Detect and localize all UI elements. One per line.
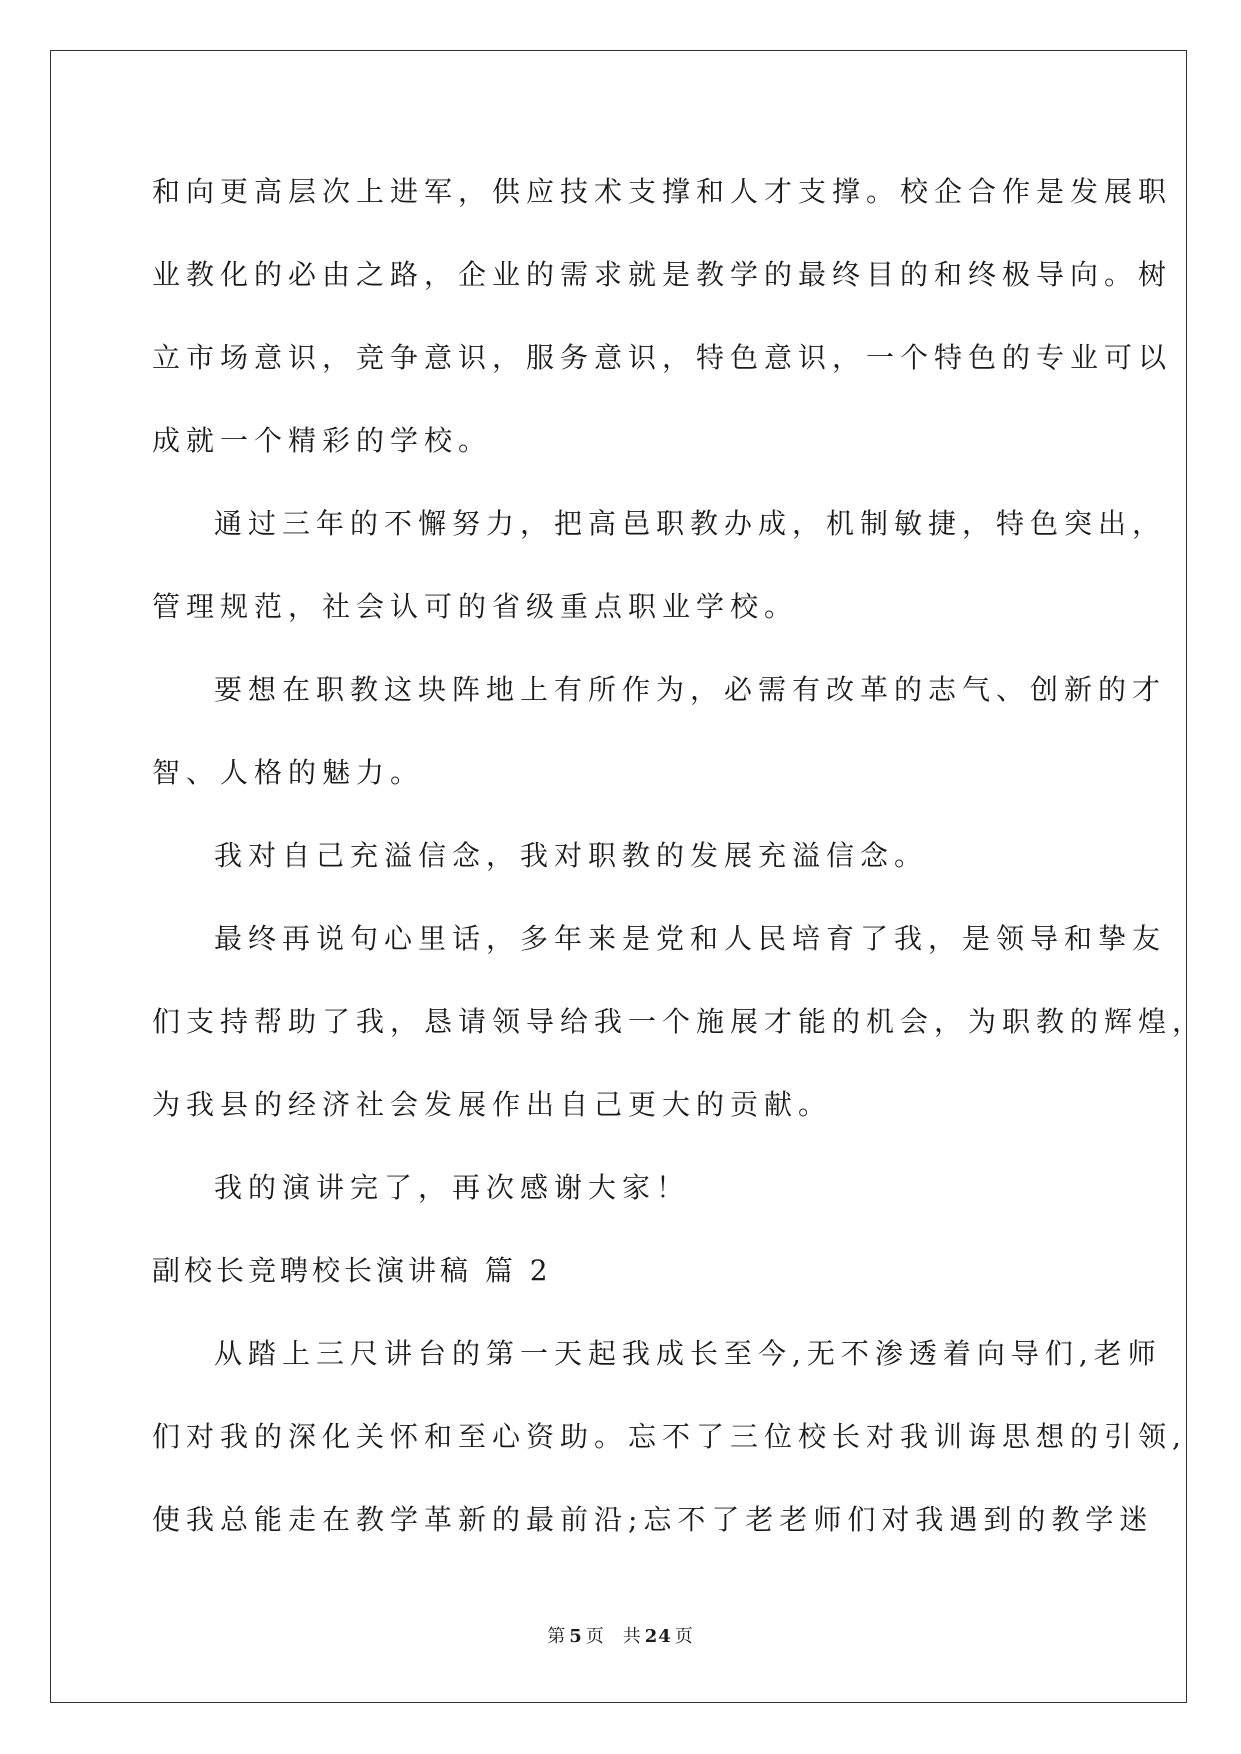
paragraph-start-line: 从踏上三尺讲台的第一天起我成长至今,无不渗透着向导们,老师 (214, 1337, 1162, 1370)
paragraph-start-line: 要想在职教这块阵地上有所作为，必需有改革的志气、创新的才 (214, 673, 1167, 706)
text-line: 立市场意识，竞争意识，服务意识，特色意识，一个特色的专业可以 (152, 341, 1173, 374)
document-body (152, 162, 1207, 1573)
text-line: 智、人格的魅力。 (152, 756, 425, 789)
text-line: 们支持帮助了我，恳请领导给我一个施展才能的机会，为职教的辉煌， (152, 1005, 1207, 1038)
paragraph-start-line: 我对自己充溢信念，我对职教的发展充溢信念。 (214, 839, 929, 872)
page-suffix: 页 (585, 1626, 605, 1647)
page-footer (0, 1622, 1241, 1648)
text-line: 为我县的经济社会发展作出自己更大的贡献。 (152, 1088, 833, 1121)
text-line: 成就一个精彩的学校。 (152, 424, 493, 457)
text-line: 和向更高层次上进军，供应技术支撑和人才支撑。校企合作是发展职 (152, 175, 1173, 208)
text-line: 们对我的深化关怀和至心资助。忘不了三位校长对我训诲思想的引领, (152, 1420, 1187, 1453)
text-line: 管理规范，社会认可的省级重点职业学校。 (152, 590, 799, 623)
total-pages: 24 (644, 1626, 672, 1647)
paragraph-start-line: 我的演讲完了，再次感谢大家！ (214, 1171, 691, 1204)
paragraph-start-line: 通过三年的不懈努力，把高邑职教办成，机制敏捷，特色突出， (214, 507, 1167, 540)
text-line: 使我总能走在教学革新的最前沿;忘不了老老师们对我遇到的教学迷 (152, 1503, 1154, 1536)
section-heading: 副校长竞聘校长演讲稿 篇 2 (152, 1254, 552, 1287)
total-suffix: 页 (674, 1626, 694, 1647)
page-prefix: 第 (547, 1626, 567, 1647)
total-prefix: 共 (622, 1626, 642, 1647)
paragraph-start-line: 最终再说句心里话，多年来是党和人民培育了我，是领导和挚友 (214, 922, 1167, 955)
page-number: 5 (569, 1626, 583, 1647)
text-line: 业教化的必由之路，企业的需求就是教学的最终目的和终极导向。树 (152, 258, 1173, 291)
